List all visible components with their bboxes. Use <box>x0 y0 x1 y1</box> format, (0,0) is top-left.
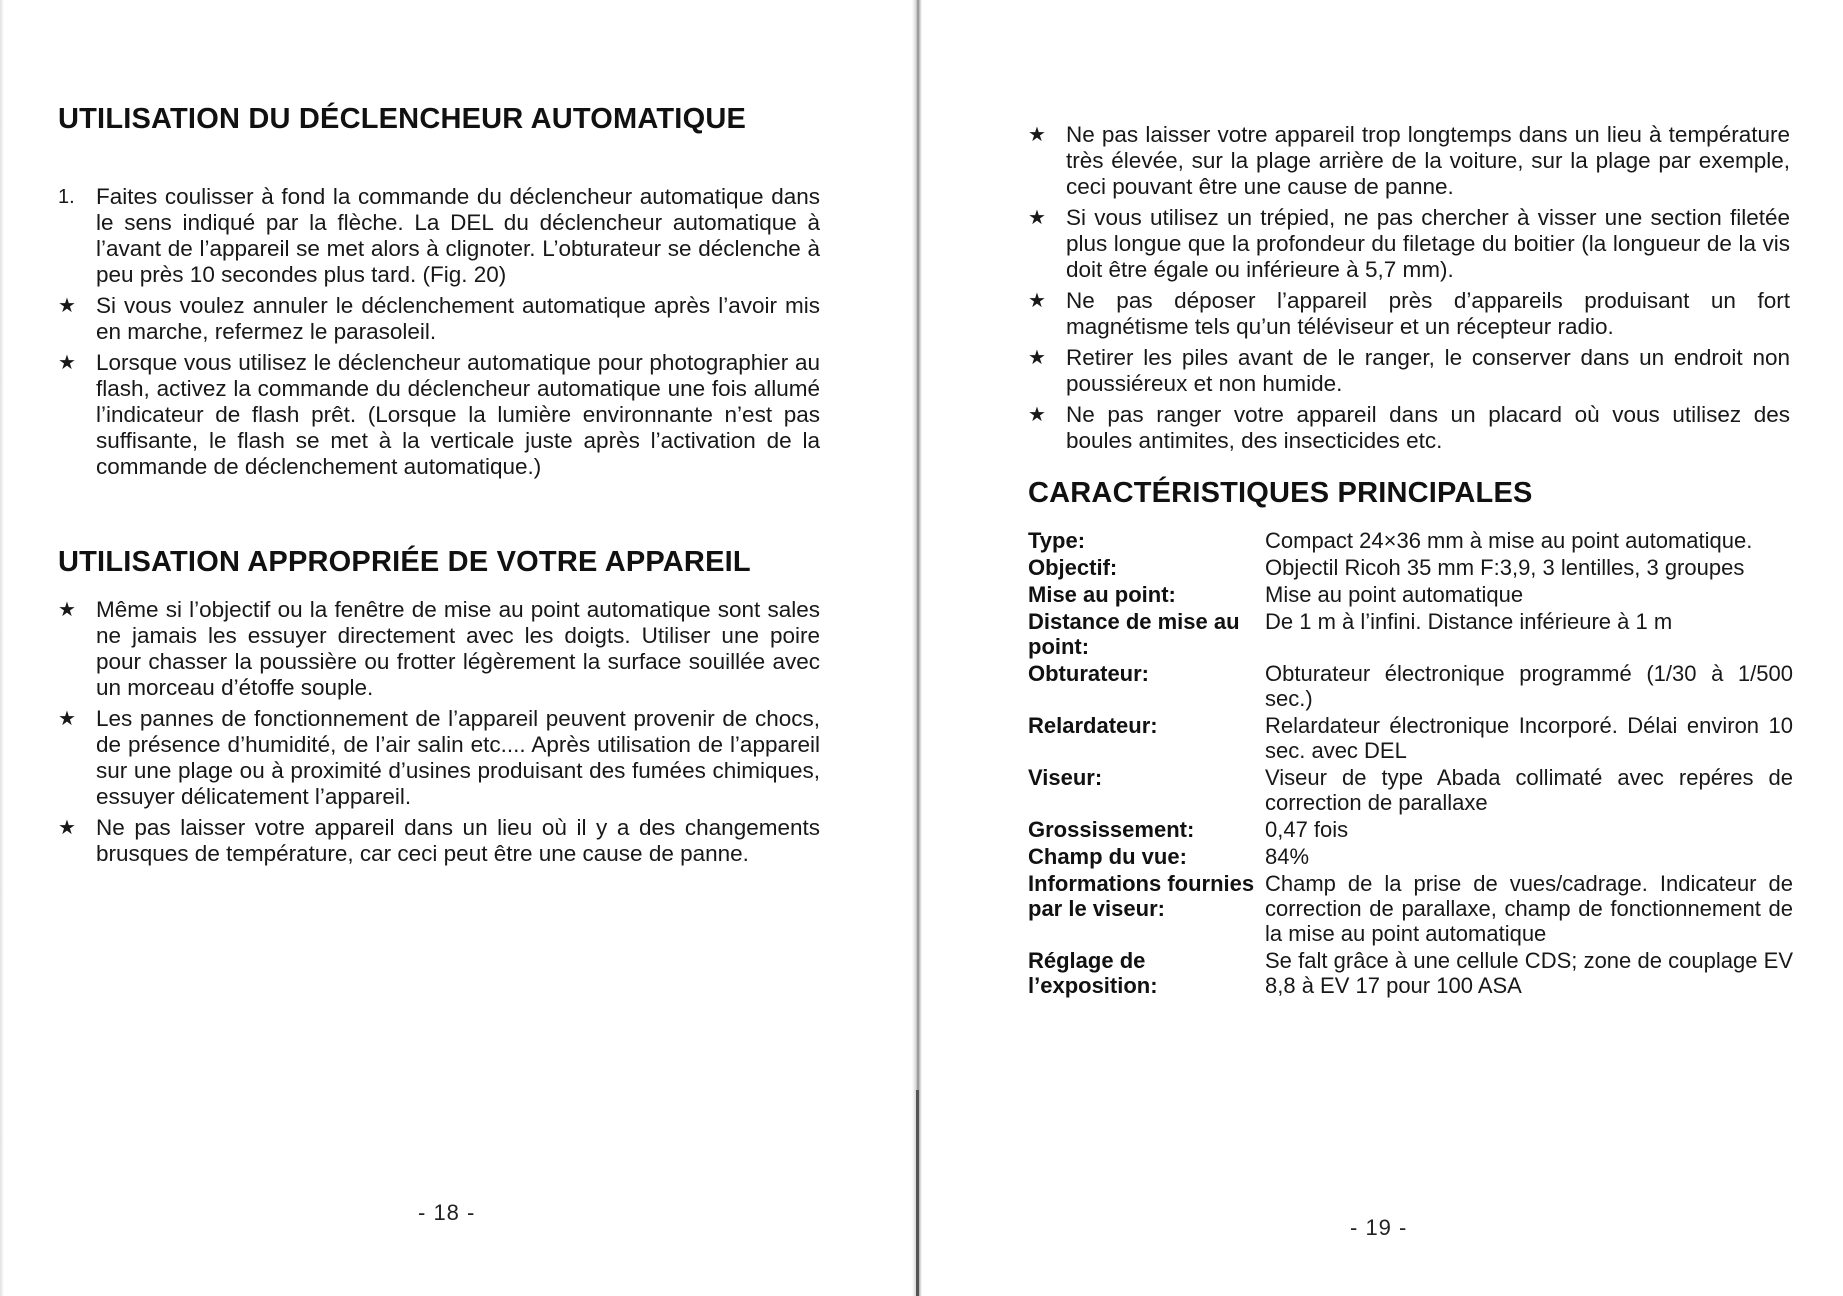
list-item-text: Ne pas déposer l’appareil près d’appareils produisant un fort magnétisme tels qu’un téléviseur et un récepteur radio. <box>1066 288 1790 339</box>
list-item <box>58 706 820 810</box>
spec-value: Viseur de type Abada collimaté avec repéres de correction de parallaxe <box>1265 765 1793 815</box>
spec-value: Champ de la prise de vues/cadrage. Indicateur de correction de parallaxe, champ de fonctionnement de la mise au point automatique <box>1265 871 1793 946</box>
table-row <box>1028 713 1793 765</box>
heading-specifications: CARACTÉRISTIQUES PRINCIPALES <box>1028 477 1533 509</box>
spec-value: 0,47 fois <box>1265 817 1349 842</box>
table-row <box>1028 844 1793 871</box>
spec-label: Grossissement: <box>1028 817 1195 842</box>
table-row <box>1028 555 1793 582</box>
care-list <box>1028 122 1790 459</box>
star-icon: ★ <box>1028 290 1046 312</box>
heading-proper-use: UTILISATION APPROPRIÉE DE VOTRE APPAREIL <box>58 546 751 578</box>
list-item-text: Retirer les piles avant de le ranger, le conserver dans un endroit non poussiéreux et non humide. <box>1066 345 1790 396</box>
list-item <box>1028 345 1790 397</box>
spec-value: Mise au point automatique <box>1265 582 1524 607</box>
table-row <box>1028 817 1793 844</box>
list-item-text: Si vous voulez annuler le déclenchement automatique après l’avoir mis en marche, refermez le parasoleil. <box>96 293 820 344</box>
spec-value: De 1 m à l’infini. Distance inférieure à 1 m <box>1265 609 1673 634</box>
star-icon: ★ <box>58 599 76 621</box>
spec-label: Viseur: <box>1028 765 1103 790</box>
spec-value: Obturateur électronique programmé (1/30 à 1/500 sec.) <box>1265 661 1793 711</box>
list-item-text: Même si l’objectif ou la fenêtre de mise au point automatique sont sales ne jamais les essuyer directement avec les doigts. Utiliser une poire pour chasser la poussière ou frotter légèrement la surface souillée avec un morceau d’étoffe souple. <box>96 597 820 700</box>
spec-label: Informations fournies par le viseur: <box>1028 871 1255 921</box>
spec-value: Compact 24×36 mm à mise au point automatique. <box>1265 528 1753 553</box>
spec-label: Mise au point: <box>1028 582 1176 607</box>
spec-label: Objectif: <box>1028 555 1118 580</box>
spec-label: Type: <box>1028 528 1086 553</box>
list-item-text: Ne pas ranger votre appareil dans un placard où vous utilisez des boules antimites, des insecticides etc. <box>1066 402 1790 453</box>
star-icon: ★ <box>1028 207 1046 229</box>
table-row <box>1028 582 1793 609</box>
list-item-text: Lorsque vous utilisez le déclencheur automatique pour photographier au flash, activez la commande du déclencheur automatique une fois allumé l’indicateur de flash prêt. (Lorsque la lumière environnante n’est pas suffisante, le flash se met à la verticale juste après l’activation de la commande de déclenchement automatique.) <box>96 350 820 479</box>
star-icon: ★ <box>58 708 76 730</box>
list-item-text: Faites coulisser à fond la commande du déclencheur automatique dans le sens indiqué par la flèche. La DEL du déclencheur automatique à l’avant de l’appareil se met alors à clignoter. L’obturateur se déclenche à peu près 10 secondes plus tard. (Fig. 20) <box>96 184 820 287</box>
list-item-text: Ne pas laisser votre appareil trop longtemps dans un lieu à température très élevée, sur la plage arrière de la voiture, sur la plage par exemple, ceci pouvant être une cause de panne. <box>1066 122 1790 199</box>
list-item-text: Les pannes de fonctionnement de l’appareil peuvent provenir de chocs, de présence d’humidité, de l’air salin etc.... Après utilisation de l’appareil sur une plage ou à proximité d’usines produisant des fumées chimiques, essuyer délicatement l’appareil. <box>96 706 820 809</box>
list-item <box>1028 402 1790 454</box>
star-icon: ★ <box>1028 404 1046 426</box>
list-item <box>58 597 820 701</box>
heading-self-timer: UTILISATION DU DÉCLENCHEUR AUTOMATIQUE <box>58 103 747 135</box>
table-row <box>1028 661 1793 713</box>
list-item <box>1028 122 1790 200</box>
table-row <box>1028 948 1793 1000</box>
list-item <box>1028 288 1790 340</box>
star-icon: ★ <box>1028 124 1046 146</box>
page-number: - 18 - <box>418 1200 476 1225</box>
list-item <box>58 350 820 480</box>
list-marker: 1. <box>58 186 75 208</box>
star-icon: ★ <box>58 817 76 839</box>
list-item-text: Si vous utilisez un trépied, ne pas chercher à visser une section filetée plus longue que la profondeur du filetage du boitier (la longueur de la vis doit être égale ou inférieure à 5,7 mm). <box>1066 205 1790 282</box>
star-icon: ★ <box>58 295 76 317</box>
page-19 <box>915 0 1843 1296</box>
spec-value: Relardateur électronique Incorporé. Délai environ 10 sec. avec DEL <box>1265 713 1793 763</box>
spec-value: Objectil Ricoh 35 mm F:3,9, 3 lentilles, 3 groupes <box>1265 555 1745 580</box>
proper-use-list <box>58 597 820 872</box>
self-timer-list <box>58 184 820 485</box>
spec-label: Relardateur: <box>1028 713 1158 738</box>
spec-value: 84% <box>1265 844 1310 869</box>
spec-value: Se falt grâce à une cellule CDS; zone de couplage EV 8,8 à EV 17 pour 100 ASA <box>1265 948 1793 998</box>
page-18 <box>0 0 915 1296</box>
table-row <box>1028 765 1793 817</box>
page-number: - 19 - <box>1350 1215 1408 1240</box>
table-row <box>1028 609 1793 661</box>
spec-label: Obturateur: <box>1028 661 1149 686</box>
specifications-table <box>1028 528 1793 1000</box>
star-icon: ★ <box>58 352 76 374</box>
list-item <box>58 293 820 345</box>
table-row <box>1028 871 1793 948</box>
spec-label: Distance de mise au point: <box>1028 609 1240 659</box>
list-item-text: Ne pas laisser votre appareil dans un lieu où il y a des changements brusques de température, car ceci peut être une cause de panne. <box>96 815 820 866</box>
spec-label: Champ du vue: <box>1028 844 1187 869</box>
spec-label: Réglage de l’exposition: <box>1028 948 1158 998</box>
list-item <box>1028 205 1790 283</box>
table-row <box>1028 528 1793 555</box>
list-item <box>58 815 820 867</box>
list-item <box>58 184 820 288</box>
star-icon: ★ <box>1028 347 1046 369</box>
